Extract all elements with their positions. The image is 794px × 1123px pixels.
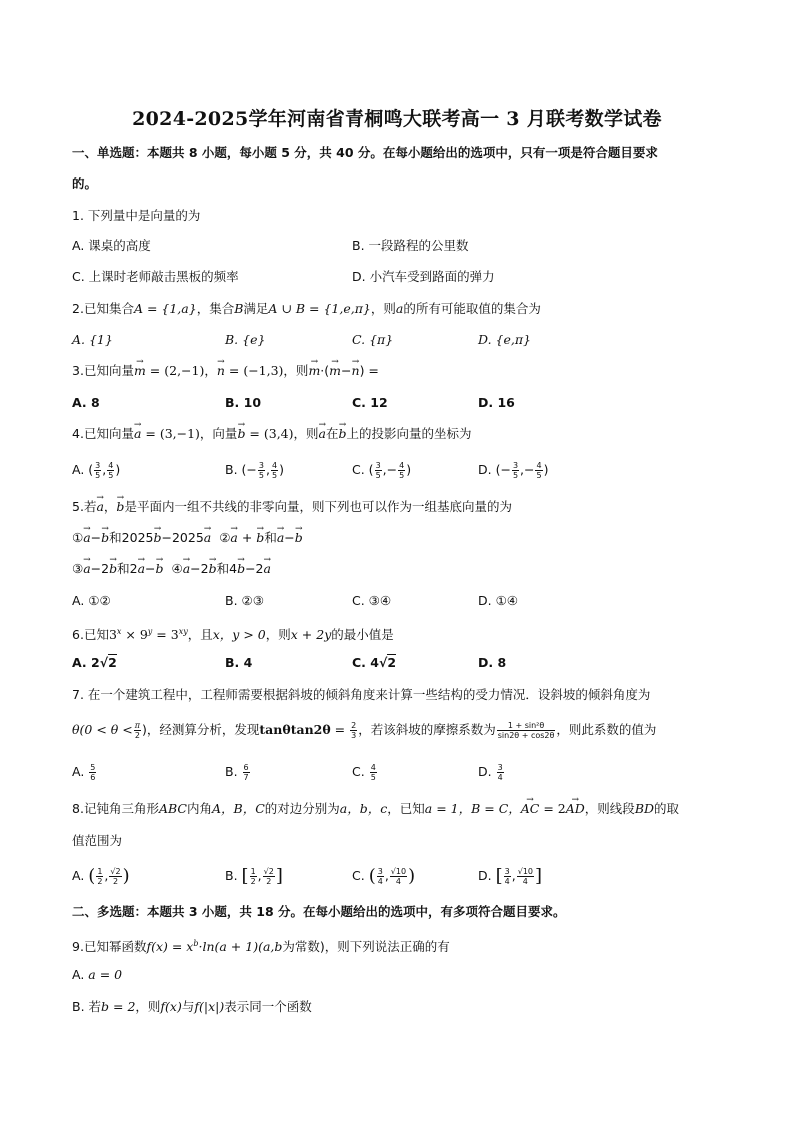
q2-stem: 2.已知集合A = {1,a}，集合B满足A ∪ B = {1,e,π}，则a的所有可能取值的集合为: [72, 301, 541, 316]
q2-options: [72, 329, 732, 351]
q5-choices-1: ①→ a−→ b和2025→ b−2025→ a ②→ a + → b和→ a−→ b: [72, 529, 303, 547]
q5-option-d[interactable]: D. ①④: [478, 593, 518, 608]
q5-option-a[interactable]: A. ①②: [72, 593, 111, 608]
q4-stem: 4.已知向量→ a = (3,−1)，向量→ b = (3,4)，则→ a在→ b上的投影向量的坐标为: [72, 425, 472, 443]
q2-option-d[interactable]: D. {e,π}: [478, 332, 532, 347]
q3-stem: 3.已知向量→ m = (2,−1)，→ n = (−1,3)，则→ m·(→ m−→ n) =: [72, 362, 379, 380]
q9-stem: 9.已知幂函数$f(x) = x^b\cdot\ln(a + 1)(a,b$为常数)，则下列说法正确的有: [72, 939, 450, 955]
q6-option-a[interactable]: A. 2√2: [72, 655, 117, 670]
q6-options: [72, 652, 732, 674]
q7-line2: θ(0 < θ < $\frac{\pi}{2}$ )，经测算分析，发现tanθtan2θ = $\frac{2}{3}$ ，若该斜坡的摩擦系数为 $\frac{\text{1 + sin²θ}}{\sin 2\theta + \cos 2\theta}$ ，则此系数的值为: [72, 721, 657, 740]
q7-option-d[interactable]: D. $\frac{3}{4}$: [478, 763, 503, 782]
q6-option-c[interactable]: C. 4√2: [352, 655, 397, 670]
q3-option-c[interactable]: C. 12: [352, 395, 388, 410]
q4-option-c[interactable]: C. ( $\frac{3}{5}$ ,− $\frac{4}{5}$ ): [352, 461, 412, 480]
page-title: 2024-2025学年河南省青桐鸣大联考高一 3 月联考数学试卷: [132, 108, 662, 130]
q3-option-a[interactable]: A. 8: [72, 395, 100, 410]
q7-option-a[interactable]: A. $\frac{5}{6}$: [72, 763, 96, 782]
q1-options-2: [72, 266, 732, 288]
section1-heading: 一、单选题：本题共 8 小题，每小题 5 分，共 40 分。在每小题给出的选项中，只有一项是符合题目要求: [72, 145, 658, 160]
q1-option-b[interactable]: B. 一段路程的公里数: [352, 238, 469, 253]
q8-stem-cont: 值范围为: [72, 833, 123, 848]
q4-options: [72, 459, 732, 481]
q2-option-c[interactable]: C. {π}: [352, 332, 394, 347]
q5-option-c[interactable]: C. ③④: [352, 593, 392, 608]
q1-option-a[interactable]: A. 课桌的高度: [72, 238, 151, 253]
q7-option-c[interactable]: C. $\frac{4}{5}$: [352, 763, 376, 782]
q8-option-b[interactable]: B. [ $\frac{1}{2}$ , $\frac{√2}{2}$ ]: [225, 865, 283, 887]
section1-heading-cont: 的。: [72, 176, 98, 191]
q4-option-a[interactable]: A. ( $\frac{3}{5}$ , $\frac{4}{5}$ ): [72, 461, 121, 480]
q3-option-b[interactable]: B. 10: [225, 395, 262, 410]
q7-options: [72, 761, 732, 783]
q5-options: [72, 590, 732, 612]
q7-option-b[interactable]: B. $\frac{6}{7}$: [225, 763, 249, 782]
q8-stem: 8.记钝角三角形ABC内角A，B，C的对边分别为a，b，c，已知a = 1，B = C，→ AC = 2→ AD，则线段BD的取: [72, 800, 679, 818]
q6-stem: 6.已知$3^x \times 9^y = 3^{xy}$，且x，y > 0，则x + 2y的最小值是: [72, 627, 394, 643]
q3-option-d[interactable]: D. 16: [478, 395, 515, 410]
q5-choices-2: ③→ a−2→ b和2→ a−→ b ④→ a−2→ b和4→ b−2→ a: [72, 560, 271, 578]
q3-options: [72, 392, 732, 414]
q6-option-b[interactable]: B. 4: [225, 655, 253, 670]
q5-option-b[interactable]: B. ②③: [225, 593, 264, 608]
q9-option-b[interactable]: B. 若b = 2，则f(x)与f(|x|)表示同一个函数: [72, 999, 312, 1014]
q1-options: [72, 235, 732, 257]
q9-option-a[interactable]: A. a = 0: [72, 967, 123, 982]
q8-option-a[interactable]: A. ( $\frac{1}{2}$ , $\frac{√2}{2}$ ): [72, 865, 130, 887]
q2-option-a[interactable]: A. {1}: [72, 332, 113, 347]
q1-option-c[interactable]: C. 上课时老师敲击黑板的频率: [72, 269, 239, 284]
section2-heading: 二、多选题：本题共 3 小题，共 18 分。在每小题给出的选项中，有多项符合题目要求。: [72, 904, 566, 919]
q8-options: [72, 865, 732, 887]
q2-option-b[interactable]: B. {e}: [225, 332, 266, 347]
q4-option-d[interactable]: D. (− $\frac{3}{5}$ ,− $\frac{4}{5}$ ): [478, 461, 549, 480]
q8-option-d[interactable]: D. [ $\frac{3}{4}$ , $\frac{√10}{4}$ ]: [478, 865, 543, 887]
q5-stem: 5.若→ a，→ b是平面内一组不共线的非零向量，则下列也可以作为一组基底向量的为: [72, 498, 512, 516]
q1-stem: 1. 下列量中是向量的为: [72, 208, 201, 223]
q8-option-c[interactable]: C. ( $\frac{3}{4}$ , $\frac{√10}{4}$ ): [352, 865, 416, 887]
q1-option-d[interactable]: D. 小汽车受到路面的弹力: [352, 269, 495, 284]
q7-line1: 7. 在一个建筑工程中，工程师需要根据斜坡的倾斜角度来计算一些结构的受力情况．设斜坡的倾斜角度为: [72, 687, 651, 702]
q4-option-b[interactable]: B. (− $\frac{3}{5}$ , $\frac{4}{5}$ ): [225, 461, 284, 480]
q6-option-d[interactable]: D. 8: [478, 655, 507, 670]
